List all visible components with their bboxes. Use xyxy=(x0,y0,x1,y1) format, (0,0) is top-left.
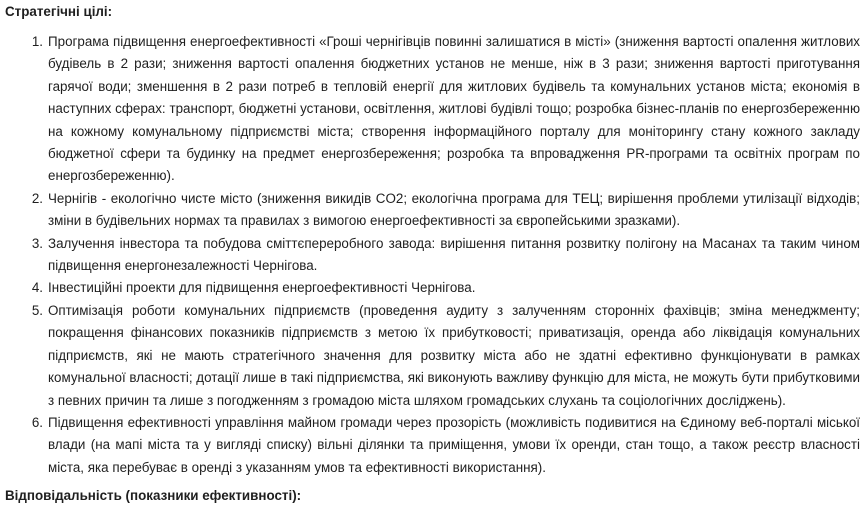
goal-text: Оптимізація роботи комунальних підприємств (проведення аудиту з залученням сторонніх фахівців; зміна менеджменту; покращення фінансових показників підприємств з метою їх прибутковості; приватизація, оренда або ліквідація комунальних підприємств, які не мають стратегічного значення для розвитку міста або не здатні ефективно функціонувати в рамках комунальної власності; дотації лише в такі підприємства, які виконують важливу функцію для міста, не можуть бути прибутковими з певних причин та лише з погодженням з громадою міста шляхом громадських слухань та соціологічних досліджень). xyxy=(48,302,860,408)
goal-number: 1. xyxy=(31,34,43,49)
goal-number: 5. xyxy=(31,302,43,318)
goal-text: Підвищення ефективності управління майном громади через прозорість (можливість подивитися на Єдиному веб-порталі міської влади (на мапі міста та у вигляді списку) вільні ділянки та приміщення, умови їх оренди, стан тощо, а також реєстр власності міста, яка перебуває в оренді з указанням умов та ефективності використання). xyxy=(48,414,860,475)
goal-number: 2. xyxy=(31,190,43,206)
strategic-goals-heading: Стратегічні цілі: xyxy=(5,4,113,19)
goal-item xyxy=(5,300,861,412)
goal-text: Програма підвищення енергоефективності «Гроші чернігівців повинні залишатися в місті» (зниження вартості опалення житлових будівель в 2 рази; зниження вартості опалення бюджетних установ не менше, ніж в 3 рази; зниження вартості приготування гарячої води; зменшення в 2 рази потреб в тепловій енергії для житлових будівель та комунальних установ міста; економія в наступних сферах: транспорт, бюджетні установи, освітлення, житлові будівлі тощо; розробка бізнес-планів по енергозбереженню на кожному комунальному підприємстві міста; створення інформаційного порталу для моніторингу стану кожного закладу бюджетної сфери та будинку на предмет енергозбереження; розробка та впровадження PR-програми та освітніх програм по енергозбереженню). xyxy=(48,34,860,184)
goal-text: Чернігів - екологічно чисте місто (зниження викидів CO2; екологічна програма для ТЕЦ; вирішення проблеми утилізації відходів; зміни в будівельних нормах та правилах з вимогою енергоефективності за європейськими зразками). xyxy=(48,190,860,229)
strategic-goals-list xyxy=(5,31,861,479)
goal-text: Залучення інвестора та побудова сміттєпереробного завода: вирішення питання розвитку полігону на Масанах та таким чином підвищення енергонезалежності Чернігова. xyxy=(48,235,860,274)
goal-item xyxy=(5,31,861,188)
goal-text: Інвестиційні проекти для підвищення енергоефективності Чернігова. xyxy=(48,280,476,296)
goal-item xyxy=(5,188,861,233)
goal-number: 6. xyxy=(31,414,43,430)
goal-number: 3. xyxy=(31,235,43,251)
goal-number: 4. xyxy=(31,280,43,296)
goal-item xyxy=(5,412,861,479)
goal-item xyxy=(5,233,861,278)
responsibility-heading: Відповідальність (показники ефективності): xyxy=(5,488,302,504)
goal-item xyxy=(5,277,861,299)
